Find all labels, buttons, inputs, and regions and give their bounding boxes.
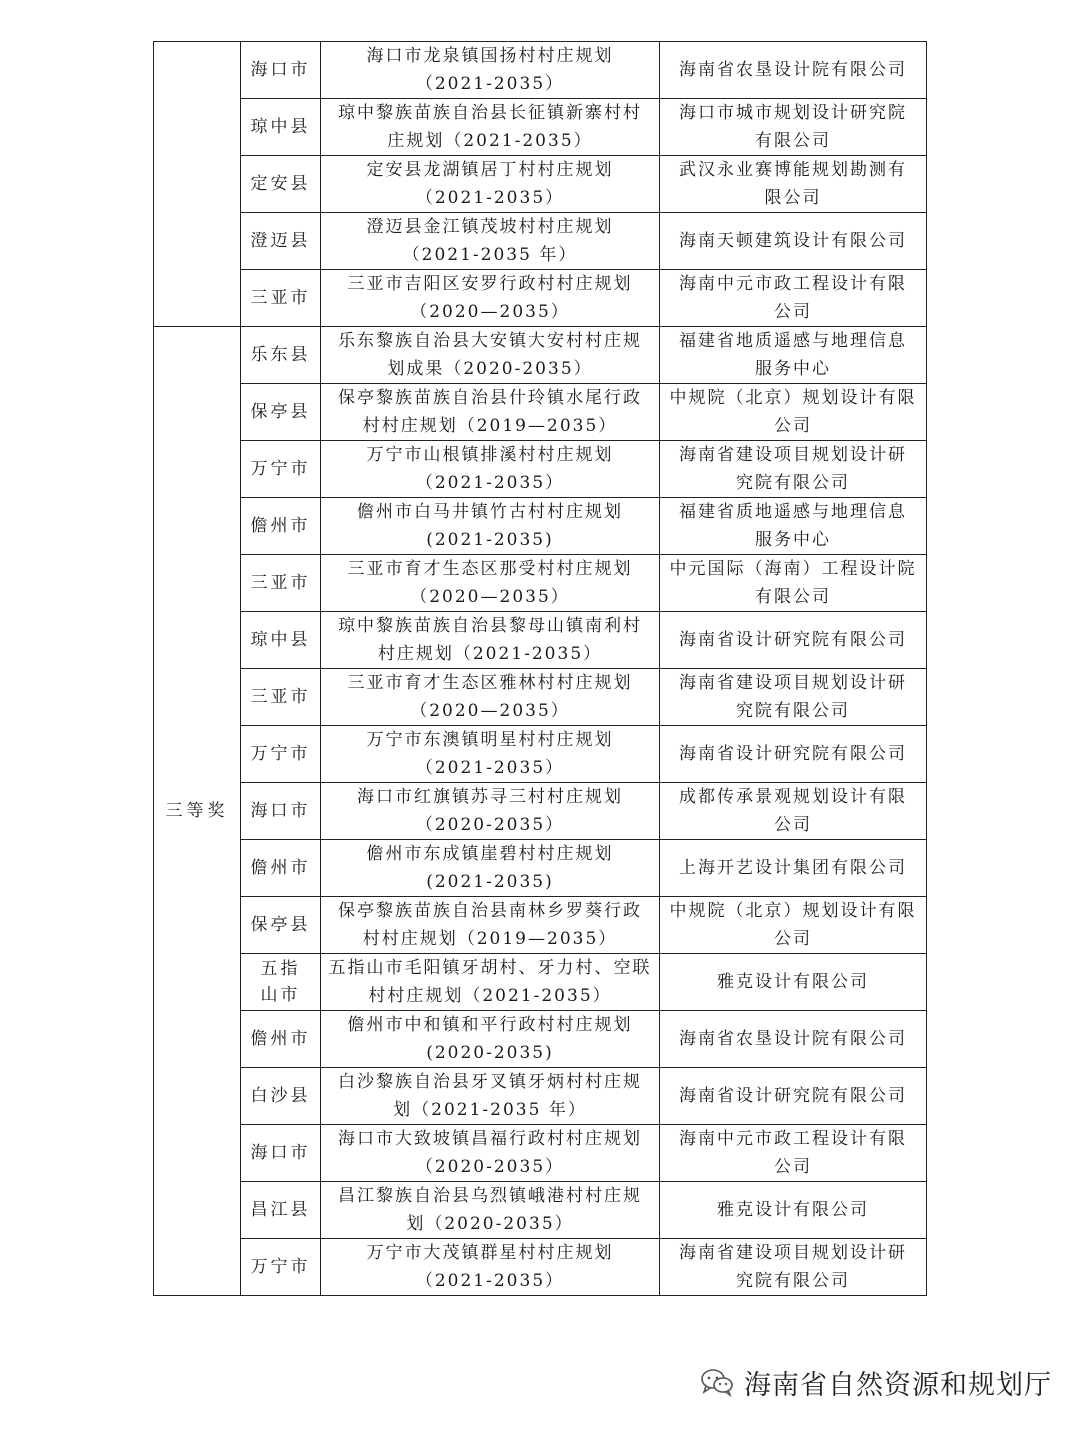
project-line: 万宁市大茂镇群星村村庄规划 <box>366 1243 614 1263</box>
designer-line: 究院有限公司 <box>736 473 850 493</box>
project-cell <box>321 384 660 441</box>
project-line: （2021-2035） <box>415 188 565 208</box>
designer-line: 海南省建设项目规划设计研 <box>679 1243 907 1263</box>
designer-line: 公司 <box>774 416 812 436</box>
designer-line: 海南省农垦设计院有限公司 <box>679 1029 907 1049</box>
project-line: 村村庄规划（2019—2035） <box>362 416 618 436</box>
designer-cell <box>660 1125 927 1182</box>
project-line: （2021-2035 年） <box>402 245 578 265</box>
designer-cell <box>660 42 927 99</box>
region-cell: 琼中县 <box>241 612 321 669</box>
table-row <box>154 897 927 954</box>
designer-line: 有限公司 <box>755 587 831 607</box>
project-line: （2020—2035） <box>410 701 570 721</box>
project-line: 昌江黎族自治县乌烈镇峨港村村庄规 <box>338 1186 642 1206</box>
designer-cell <box>660 327 927 384</box>
project-line: （2020-2035） <box>415 815 565 835</box>
table-row <box>154 384 927 441</box>
project-cell <box>321 897 660 954</box>
designer-line: 福建省质地遥感与地理信息 <box>679 502 907 522</box>
designer-line: 中规院（北京）规划设计有限 <box>669 901 917 921</box>
project-line: （2020—2035） <box>410 302 570 322</box>
designer-cell <box>660 555 927 612</box>
project-line: (2021-2035) <box>426 530 554 550</box>
table-row <box>154 726 927 783</box>
project-cell <box>321 156 660 213</box>
designer-line: 海南省建设项目规划设计研 <box>679 673 907 693</box>
designer-line: 成都传承景观规划设计有限 <box>679 787 907 807</box>
table-row <box>154 783 927 840</box>
project-line: 儋州市东成镇崖碧村村庄规划 <box>366 844 614 864</box>
designer-cell <box>660 270 927 327</box>
project-line: 划（2021-2035 年） <box>393 1100 587 1120</box>
table-row <box>154 99 927 156</box>
designer-line: 海口市城市规划设计研究院 <box>679 103 907 123</box>
table-body <box>154 42 927 1296</box>
project-cell <box>321 555 660 612</box>
designer-cell <box>660 669 927 726</box>
award-table <box>153 41 927 1296</box>
table-row <box>154 1182 927 1239</box>
designer-line: 海南省设计研究院有限公司 <box>679 630 907 650</box>
table-row <box>154 840 927 897</box>
region-cell: 保亭县 <box>241 897 321 954</box>
designer-cell <box>660 726 927 783</box>
project-cell <box>321 612 660 669</box>
designer-line: 海南中元市政工程设计有限 <box>679 1129 907 1149</box>
project-line: 村村庄规划（2021-2035） <box>368 986 612 1006</box>
region-cell: 儋州市 <box>241 498 321 555</box>
designer-cell <box>660 1011 927 1068</box>
table-row <box>154 270 927 327</box>
project-line: (2021-2035) <box>426 872 554 892</box>
designer-line: 公司 <box>774 815 812 835</box>
region-cell: 万宁市 <box>241 441 321 498</box>
region-cell: 琼中县 <box>241 99 321 156</box>
designer-line: 有限公司 <box>755 131 831 151</box>
designer-line: 究院有限公司 <box>736 1271 850 1291</box>
designer-line: 福建省地质遥感与地理信息 <box>679 331 907 351</box>
table-row <box>154 555 927 612</box>
designer-cell <box>660 384 927 441</box>
table-row <box>154 954 927 1011</box>
region-cell: 儋州市 <box>241 1011 321 1068</box>
project-line: 三亚市育才生态区那受村村庄规划 <box>347 559 633 579</box>
table-row <box>154 42 927 99</box>
table-row <box>154 156 927 213</box>
project-cell <box>321 726 660 783</box>
designer-line: 雅克设计有限公司 <box>717 972 869 992</box>
designer-cell <box>660 498 927 555</box>
project-line: 澄迈县金江镇茂坡村村庄规划 <box>366 217 614 237</box>
project-cell <box>321 99 660 156</box>
region-cell: 白沙县 <box>241 1068 321 1125</box>
project-line: （2021-2035） <box>415 473 565 493</box>
project-line: （2021-2035） <box>415 74 565 94</box>
region-cell: 三亚市 <box>241 669 321 726</box>
region-cell: 三亚市 <box>241 555 321 612</box>
project-line: 三亚市育才生态区雅林村村庄规划 <box>347 673 633 693</box>
project-line: 白沙黎族自治县牙叉镇牙炳村村庄规 <box>338 1072 642 1092</box>
region-cell: 海口市 <box>241 42 321 99</box>
project-cell <box>321 1011 660 1068</box>
project-line: 海口市红旗镇苏寻三村村庄规划 <box>357 787 623 807</box>
project-line: 定安县龙湖镇居丁村村庄规划 <box>366 160 614 180</box>
project-cell <box>321 954 660 1011</box>
designer-cell <box>660 1182 927 1239</box>
designer-cell <box>660 897 927 954</box>
table-row <box>154 612 927 669</box>
region-cell: 五指山市 <box>241 954 321 1011</box>
project-cell <box>321 42 660 99</box>
region-cell: 三亚市 <box>241 270 321 327</box>
region-cell: 海口市 <box>241 783 321 840</box>
project-line: 保亭黎族苗族自治县南林乡罗葵行政 <box>338 901 642 921</box>
designer-cell <box>660 1239 927 1296</box>
region-cell: 万宁市 <box>241 1239 321 1296</box>
designer-cell <box>660 612 927 669</box>
project-line: (2020-2035) <box>426 1043 554 1063</box>
project-line: 海口市龙泉镇国扬村村庄规划 <box>366 46 614 66</box>
project-line: 儋州市中和镇和平行政村村庄规划 <box>347 1015 633 1035</box>
table-row <box>154 1239 927 1296</box>
project-line: 海口市大致坡镇昌福行政村村庄规划 <box>338 1129 642 1149</box>
region-cell: 海口市 <box>241 1125 321 1182</box>
designer-cell <box>660 441 927 498</box>
project-line: 划成果（2020-2035） <box>387 359 593 379</box>
table-row <box>154 669 927 726</box>
project-line: （2021-2035） <box>415 1271 565 1291</box>
designer-line: 海南天顿建筑设计有限公司 <box>679 231 907 251</box>
designer-line: 中元国际（海南）工程设计院 <box>669 559 917 579</box>
designer-line: 限公司 <box>764 188 822 208</box>
project-cell <box>321 783 660 840</box>
region-cell: 昌江县 <box>241 1182 321 1239</box>
designer-line: 服务中心 <box>755 359 831 379</box>
designer-line: 海南省建设项目规划设计研 <box>679 445 907 465</box>
project-cell <box>321 270 660 327</box>
award-grade-cell <box>154 42 241 327</box>
project-line: 三亚市吉阳区安罗行政村村庄规划 <box>347 274 633 294</box>
region-cell: 乐东县 <box>241 327 321 384</box>
designer-line: 上海开艺设计集团有限公司 <box>679 858 907 878</box>
designer-cell <box>660 954 927 1011</box>
designer-line: 公司 <box>774 302 812 322</box>
table-row <box>154 441 927 498</box>
watermark-text: 海南省自然资源和规划厅 <box>744 1369 1052 1401</box>
project-line: （2021-2035） <box>415 758 565 778</box>
project-cell <box>321 441 660 498</box>
region-cell: 澄迈县 <box>241 213 321 270</box>
project-line: 儋州市白马井镇竹古村村庄规划 <box>357 502 623 522</box>
project-line: 庄规划（2021-2035） <box>387 131 593 151</box>
table-row <box>154 327 927 384</box>
designer-cell <box>660 156 927 213</box>
table-row <box>154 1011 927 1068</box>
designer-cell <box>660 99 927 156</box>
designer-line: 中规院（北京）规划设计有限 <box>669 388 917 408</box>
project-line: 万宁市山根镇排溪村村庄规划 <box>366 445 614 465</box>
project-cell <box>321 840 660 897</box>
project-cell <box>321 669 660 726</box>
project-line: 琼中黎族苗族自治县长征镇新寨村村 <box>338 103 642 123</box>
watermark <box>700 1362 1052 1402</box>
award-grade-cell: 三等奖 <box>154 327 241 1296</box>
project-line: 五指山市毛阳镇牙胡村、牙力村、空联 <box>328 958 652 978</box>
designer-cell <box>660 783 927 840</box>
project-cell <box>321 1125 660 1182</box>
project-line: （2020—2035） <box>410 587 570 607</box>
designer-line: 海南省农垦设计院有限公司 <box>679 60 907 80</box>
region-cell: 定安县 <box>241 156 321 213</box>
project-cell <box>321 498 660 555</box>
designer-cell <box>660 1068 927 1125</box>
designer-line: 雅克设计有限公司 <box>717 1200 869 1220</box>
designer-line: 究院有限公司 <box>736 701 850 721</box>
project-line: 村村庄规划（2019—2035） <box>362 929 618 949</box>
designer-line: 海南省设计研究院有限公司 <box>679 1086 907 1106</box>
project-line: 琼中黎族苗族自治县黎母山镇南利村 <box>338 616 642 636</box>
wechat-icon <box>700 1367 734 1397</box>
project-line: 村庄规划（2021-2035） <box>377 644 603 664</box>
designer-line: 公司 <box>774 929 812 949</box>
designer-cell <box>660 213 927 270</box>
project-cell <box>321 213 660 270</box>
table-row <box>154 1125 927 1182</box>
designer-line: 海南中元市政工程设计有限 <box>679 274 907 294</box>
project-cell <box>321 327 660 384</box>
designer-line: 海南省设计研究院有限公司 <box>679 744 907 764</box>
project-line: （2020-2035） <box>415 1157 565 1177</box>
designer-line: 服务中心 <box>755 530 831 550</box>
region-cell: 万宁市 <box>241 726 321 783</box>
designer-line: 武汉永业赛博能规划勘测有 <box>679 160 907 180</box>
project-line: 保亭黎族苗族自治县什玲镇水尾行政 <box>338 388 642 408</box>
project-cell <box>321 1182 660 1239</box>
designer-line: 公司 <box>774 1157 812 1177</box>
region-cell: 保亭县 <box>241 384 321 441</box>
region-cell: 儋州市 <box>241 840 321 897</box>
project-line: 划（2020-2035） <box>406 1214 574 1234</box>
project-cell <box>321 1239 660 1296</box>
table-row <box>154 498 927 555</box>
project-cell <box>321 1068 660 1125</box>
designer-cell <box>660 840 927 897</box>
table-row <box>154 1068 927 1125</box>
project-line: 万宁市东澳镇明星村村庄规划 <box>366 730 614 750</box>
project-line: 乐东黎族自治县大安镇大安村村庄规 <box>338 331 642 351</box>
table-row <box>154 213 927 270</box>
